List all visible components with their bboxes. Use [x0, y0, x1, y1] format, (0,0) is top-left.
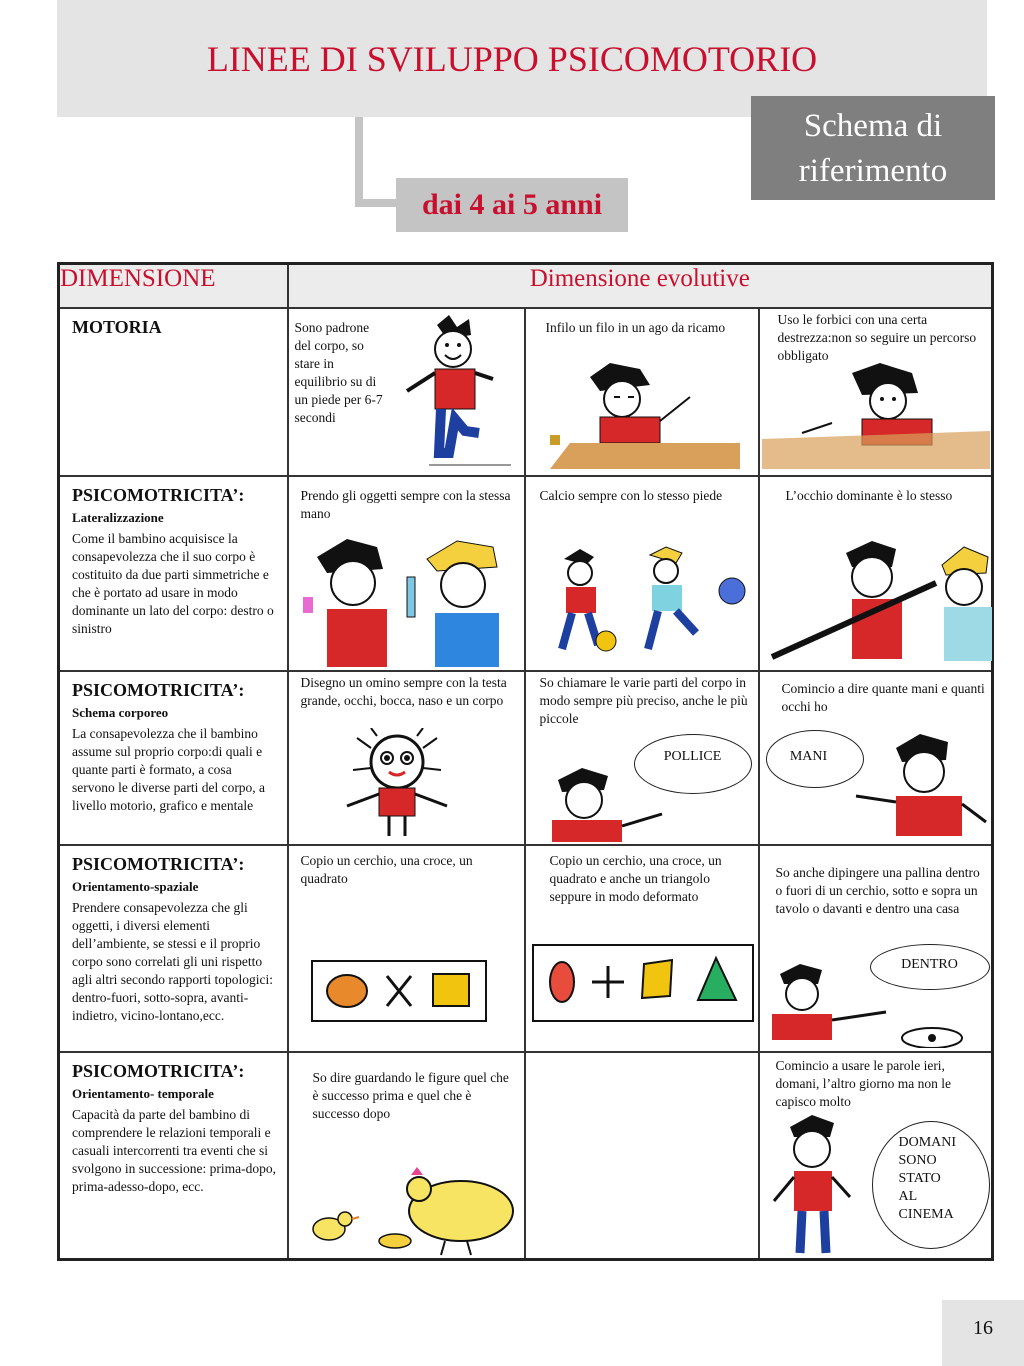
development-table [57, 262, 994, 1261]
children-kicking-balls-picture [536, 545, 756, 661]
bubble-line: STATO [898, 1170, 941, 1186]
dimension-subtitle: Schema corporeo [72, 704, 169, 720]
boy-standing-on-one-foot-picture [399, 315, 519, 473]
speech-bubble-text: DENTRO [901, 956, 958, 972]
cell-text: So anche dipingere una pallina dentro o fuori di un cerchio, sotto e sopra un tavolo o davanti e dentro una casa [775, 864, 980, 916]
cell-text: Comincio a dire quante mani e quanti occhi ho [781, 680, 985, 714]
dimension-subtitle: Lateralizzazione [72, 509, 164, 525]
boy-showing-hands-picture [836, 732, 990, 842]
reference-box [751, 96, 995, 200]
cell-text: Sono padrone del corpo, so stare in equilibrio su di un piede per 6-7 secondi [294, 319, 383, 425]
boy-talking-picture [766, 1113, 872, 1257]
age-range-label: dai 4 ai 5 anni [396, 178, 628, 232]
page-number: 16 [942, 1300, 1024, 1366]
table-row-orientamento-spaziale [59, 845, 993, 1052]
reference-line-2: riferimento [798, 153, 948, 189]
evolution-cell [525, 308, 759, 476]
boy-threading-needle-picture [530, 357, 756, 473]
dimension-description: Come il bambino acquisisce la consapevolezza che il suo corpo è costituito da due parti simmetriche e che è portato ad usare in modo dominante un lato del corpo: destro o sinistro [72, 530, 274, 636]
evolution-cell [288, 1052, 525, 1260]
connector-line [355, 117, 363, 207]
evolution-cell-empty [525, 1052, 759, 1260]
evolution-cell [759, 671, 993, 845]
column-header-evolution: Dimensione evolutive [288, 264, 993, 308]
dimension-title: PSICOMOTRICITA’: [72, 484, 245, 505]
evolution-cell [525, 671, 759, 845]
cell-text: So dire guardando le figure quel che è successo prima e quel che è successo dopo [312, 1069, 509, 1121]
speech-bubble-text: POLLICE [663, 748, 722, 764]
two-children-holding-objects-picture [297, 537, 521, 667]
cell-text: L’occhio dominante è lo stesso [785, 487, 953, 503]
dimension-cell [59, 308, 288, 476]
cell-text: So chiamare le varie parti del corpo in modo sempre più preciso, anche le più piccole [539, 674, 748, 726]
evolution-cell [525, 476, 759, 671]
bubble-line: CINEMA [898, 1206, 954, 1222]
evolution-cell [288, 476, 525, 671]
dimension-title: PSICOMOTRICITA’: [72, 853, 245, 874]
evolution-cell [288, 308, 525, 476]
dimension-cell [59, 1052, 288, 1260]
connector-line-horizontal [355, 199, 397, 207]
bubble-line: AL [898, 1188, 918, 1204]
evolution-cell [759, 308, 993, 476]
cell-text: Copio un cerchio, una croce, un quadrato e anche un triangolo seppure in modo deformato [549, 852, 722, 904]
speech-bubble-text: MANI [789, 748, 828, 764]
boy-cutting-with-scissors-picture [762, 359, 990, 473]
evolution-cell [759, 1052, 993, 1260]
circle-cross-square-picture [311, 960, 487, 1022]
evolution-cell [759, 845, 993, 1052]
dimension-subtitle: Orientamento-spaziale [72, 878, 199, 894]
dimension-description: Capacità da parte del bambino di comprendere le relazioni temporali e casuali intercorrenti tra eventi che si svolgono in successione: prima-dopo, prima-adesso-dopo, ecc. [72, 1106, 276, 1194]
table-row-motoria [59, 308, 993, 476]
evolution-cell [759, 476, 993, 671]
dimension-title: MOTORIA [72, 316, 162, 337]
cell-text: Prendo gli oggetti sempre con la stessa mano [300, 487, 511, 521]
dimension-title: PSICOMOTRICITA’: [72, 1060, 245, 1081]
page-title: LINEE DI SVILUPPO PSICOMOTORIO [206, 39, 818, 79]
bubble-line: DOMANI [898, 1134, 957, 1150]
speech-bubble-text [899, 1134, 957, 1224]
cell-text: Comincio a usare le parole ieri, domani, l’altro giorno ma non le capisco molto [775, 1057, 951, 1109]
evolution-cell [288, 845, 525, 1052]
dimension-description: Prendere consapevolezza che gli oggetti, i diversi elementi dell’ambiente, se stessi e il proprio corpo sono correlati gli uni rispetto agli altri secondo rapporti topologici: dentro-fuori, sotto-sopra, avanti- indietro, vicino-lontano,ecc. [72, 899, 273, 1023]
cell-text: Copio un cerchio, una croce, un quadrato [300, 852, 473, 886]
table-row-lateralizzazione [59, 476, 993, 671]
dimension-cell [59, 845, 288, 1052]
cell-text: Disegno un omino sempre con la testa grande, occhi, bocca, naso e un corpo [300, 674, 507, 708]
boy-painting-picture [766, 962, 988, 1048]
child-looking-through-tube-picture [766, 537, 992, 667]
dimension-description: La consapevolezza che il bambino assume sul proprio corpo:di quali e quante parti è formato, a cosa servono le diverse parti del corpo, a livello motorio, grafico e mentale [72, 725, 266, 813]
table-row-schema-corporeo [59, 671, 993, 845]
evolution-cell [525, 845, 759, 1052]
cell-text: Uso le forbici con una certa destrezza:non so seguire un percorso obbligato [777, 311, 977, 363]
circle-cross-square-triangle-picture [532, 944, 754, 1022]
cell-text: Infilo un filo in un ago da ricamo [545, 319, 726, 335]
dimension-cell [59, 476, 288, 671]
boy-pointing-thumb-picture [532, 766, 732, 842]
speech-bubble-domani [872, 1121, 990, 1249]
column-header-dimension: DIMENSIONE [59, 264, 288, 308]
evolution-cell [288, 671, 525, 845]
reference-line-1: Schema di [803, 108, 943, 144]
dimension-title: PSICOMOTRICITA’: [72, 679, 245, 700]
table-row-orientamento-temporale [59, 1052, 993, 1260]
hen-egg-chick-picture [295, 1161, 521, 1257]
cell-text: Calcio sempre con lo stesso piede [539, 487, 723, 503]
dimension-subtitle: Orientamento- temporale [72, 1085, 214, 1101]
stick-figure-drawing-picture [317, 728, 477, 840]
bubble-line: SONO [898, 1152, 937, 1168]
dimension-cell [59, 671, 288, 845]
